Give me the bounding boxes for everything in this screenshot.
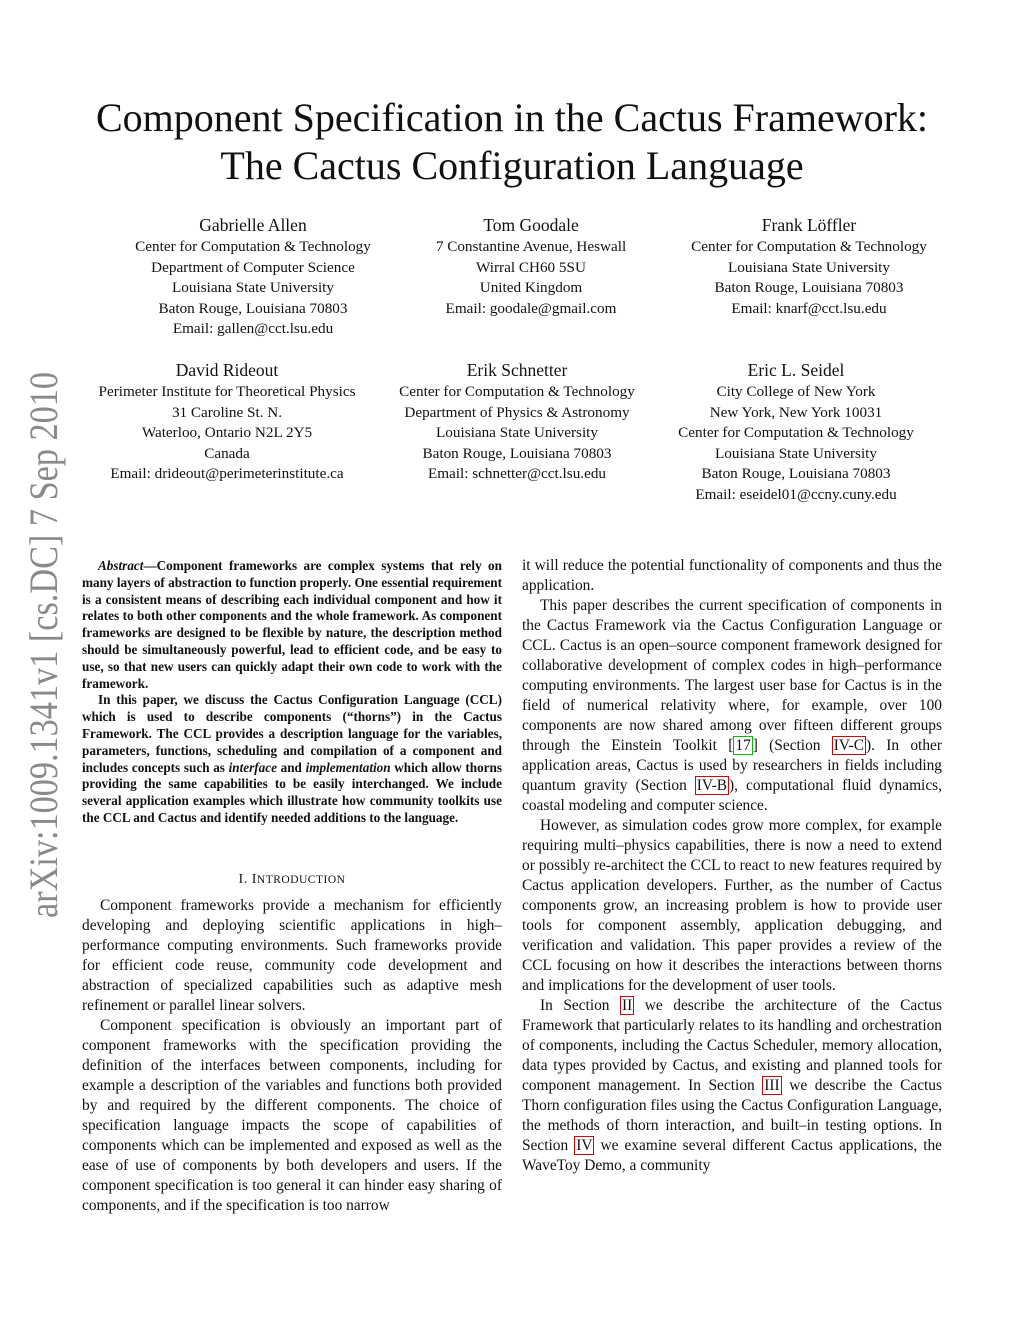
author-affiliation-line: Louisiana State University: [715, 444, 877, 462]
author-affiliation-line: Baton Rouge, Louisiana 70803: [701, 465, 891, 483]
text-run: ] (Section: [752, 737, 832, 754]
body-paragraph: Component frameworks provide a mechanism for efficiently developing and deploying scientific applications in high–performance computing environments. Such frameworks provide for efficient code reuse, community code development and abstraction of specialized capabilities such as adaptive mesh refinement or parallel linear solvers.: [82, 897, 502, 1014]
author-block-allen: [108, 213, 398, 340]
body-paragraph: However, as simulation codes grow more complex, for example requiring multi–physics capabilities, there is now a need to extend or possibly re-architect the CCL to react to new features required by Cactus application developers. Further, as the number of Cactus components grow, an increasing problem is how to provide user tools for component assembly, application debugging, and verification and validation. This paper provides a review of the CCL focusing on how it describes the interactions between thorns and implications for the development of user tools.: [522, 817, 942, 994]
author-affiliation-line: City College of New York: [716, 383, 876, 400]
author-affiliation-line: Baton Rouge, Louisiana 70803: [714, 279, 904, 297]
author-email: Email: drideout@perimeterinstitute.ca: [110, 465, 344, 483]
right-column-body: [522, 556, 942, 1176]
author-affiliation-line: Center for Computation & Technology: [691, 238, 927, 255]
arxiv-stamp-svg: [5, 370, 75, 920]
author-block-rideout: [78, 358, 376, 485]
author-block-loeffler: [664, 213, 954, 319]
author-affiliation-line: Canada: [204, 444, 250, 462]
abstract-paragraph-1: [82, 558, 502, 692]
section-number: I.: [238, 872, 248, 887]
abstract-text: and: [276, 759, 306, 775]
abstract-text: In this paper, we discuss the Cactus Configuration Language (CCL) which is used to describe components (“thorns”) in the Cactus Framework. The CCL provides a description language for the variables, parameters, functions, scheduling and compilation of a component and includes concepts such as: [82, 692, 502, 775]
section-ref-link[interactable]: IV-C: [833, 737, 864, 754]
arxiv-stamp-text: arXiv:1009.1341v1 [cs.DC] 7 Sep 2010: [21, 370, 66, 918]
author-affiliation-line: Louisiana State University: [172, 279, 334, 297]
citation-link[interactable]: 17: [735, 737, 751, 754]
abstract-label: Abstract: [98, 558, 144, 573]
text-run: In Section: [540, 997, 621, 1014]
section-heading-introduction: [82, 872, 502, 888]
section-ref-link[interactable]: IV-B: [696, 777, 728, 794]
body-paragraph: Component specification is obviously an important part of component frameworks with the specification providing the definition of the interfaces between components, including for example a description of the variables and functions both provided by and required by the different components. The choice of specification language impacts the scope of capabilities of components which can be implemented and exposed as well as the ease of use of components by both developers and users. If the component specification is too general it can hinder easy sharing of components, and if the specification is too narrow: [82, 1017, 502, 1214]
abstract: [82, 558, 502, 827]
left-column-body: [82, 896, 502, 1216]
author-name: Erik Schnetter: [466, 360, 568, 380]
section-ref-link[interactable]: II: [622, 997, 633, 1014]
author-affiliation-line: Center for Computation & Technology: [135, 238, 371, 255]
author-affiliation-line: Louisiana State University: [728, 258, 890, 276]
author-affiliation-line: Center for Computation & Technology: [399, 383, 635, 400]
body-paragraph: [522, 596, 942, 816]
author-affiliation-line: Wirral CH60 5SU: [476, 258, 586, 276]
abstract-text: —Component frameworks are complex systems that rely on many layers of abstraction to function properly. One essential requirement is a consistent means of describing each individual component and how it relates to both other components and the whole framework. As component frameworks are designed to be flexible by nature, the description method should be simultaneously powerful, lead to efficient code, and be easy to use, so that new users can quickly adapt their own code to work with the framework.: [82, 558, 502, 691]
text-run: we examine several different Cactus applications, the WaveToy Demo, a community: [522, 1137, 943, 1174]
title-line-1: Component Specification in the Cactus Framework:: [95, 95, 929, 140]
abstract-text: which allow thorns providing the same capabilities to be easily interchanged. We include several application examples which illustrate how community toolkits use the CCL and Cactus and identify needed additions to the language.: [82, 759, 502, 825]
author-affiliation-line: United Kingdom: [479, 279, 583, 297]
text-run: ), computational fluid dynamics, coastal modeling and computer science.: [522, 777, 942, 814]
author-block-schnetter: [380, 358, 654, 485]
abstract-term-interface: interface: [228, 759, 277, 775]
author-name: Frank Löffler: [761, 215, 857, 235]
author-affiliation-line: Department of Physics & Astronomy: [404, 403, 630, 421]
author-affiliation-line: Perimeter Institute for Theoretical Physics: [98, 383, 356, 400]
arxiv-stamp: [5, 370, 75, 920]
text-run: This paper describes the current specification of components in the Cactus Framework via the Cactus Configuration Language or CCL. Cactus is an open–source component framework designed for collaborative development of complex codes in high–performance computing environments. The largest user base for Cactus is in the field of numerical relativity where, for example, over 100 components are now shared among over fifteen different groups through the Einstein Toolkit [: [522, 597, 942, 754]
author-affiliation-line: Center for Computation & Technology: [678, 424, 914, 442]
author-name: Tom Goodale: [483, 215, 579, 235]
text-run: we describe the Cactus Thorn configuration files using the Cactus Configuration Language, the methods of thorn interaction, and built–in testing options. In Section: [522, 1077, 942, 1154]
author-affiliation-line: Louisiana State University: [436, 424, 598, 442]
author-name: Gabrielle Allen: [199, 215, 307, 235]
title-line-2: The Cactus Configuration Language: [220, 143, 804, 188]
author-name: Eric L. Seidel: [747, 360, 845, 380]
author-email: Email: eseidel01@ccny.cuny.edu: [695, 485, 897, 503]
author-affiliation-line: Department of Computer Science: [151, 258, 355, 276]
author-affiliation-line: Baton Rouge, Louisiana 70803: [158, 299, 348, 317]
author-email: Email: gallen@cct.lsu.edu: [172, 320, 334, 338]
author-affiliation-line: 7 Constantine Avenue, Heswall: [435, 238, 627, 255]
body-paragraph: [522, 996, 942, 1176]
section-ref-link[interactable]: III: [764, 1077, 780, 1094]
author-affiliation-line: New York, New York 10031: [709, 403, 883, 421]
body-paragraph: it will reduce the potential functionality of components and thus the application.: [522, 557, 942, 594]
author-block-goodale: [401, 213, 661, 319]
section-title-initial: I: [251, 872, 257, 887]
abstract-paragraph-2: [82, 692, 502, 826]
section-ref-link[interactable]: IV: [576, 1137, 593, 1154]
text-run: we describe the architecture of the Cactus Framework that particularly relates to its handling and orchestration of components, including the Cactus Scheduler, memory allocation, data types provided by Cactus, and existing and planned tools for component management. In Section: [522, 997, 943, 1094]
author-email: Email: goodale@gmail.com: [445, 299, 617, 317]
abstract-term-implementation: implementation: [305, 759, 391, 775]
author-affiliation-line: 31 Caroline St. N.: [171, 403, 283, 421]
author-name: David Rideout: [175, 360, 279, 380]
author-email: Email: schnetter@cct.lsu.edu: [427, 465, 607, 483]
author-affiliation-line: Baton Rouge, Louisiana 70803: [422, 444, 612, 462]
text-run: ). In other application areas, Cactus is used by researchers in fields including quantum gravity (Section: [522, 737, 942, 794]
author-block-seidel: [656, 358, 936, 506]
author-affiliation-line: Waterloo, Ontario N2L 2Y5: [141, 424, 313, 442]
section-title-rest: NTRODUCTION: [256, 874, 346, 886]
author-email: Email: knarf@cct.lsu.edu: [731, 299, 887, 317]
section-title: [252, 872, 346, 887]
paper-title: [60, 94, 964, 190]
